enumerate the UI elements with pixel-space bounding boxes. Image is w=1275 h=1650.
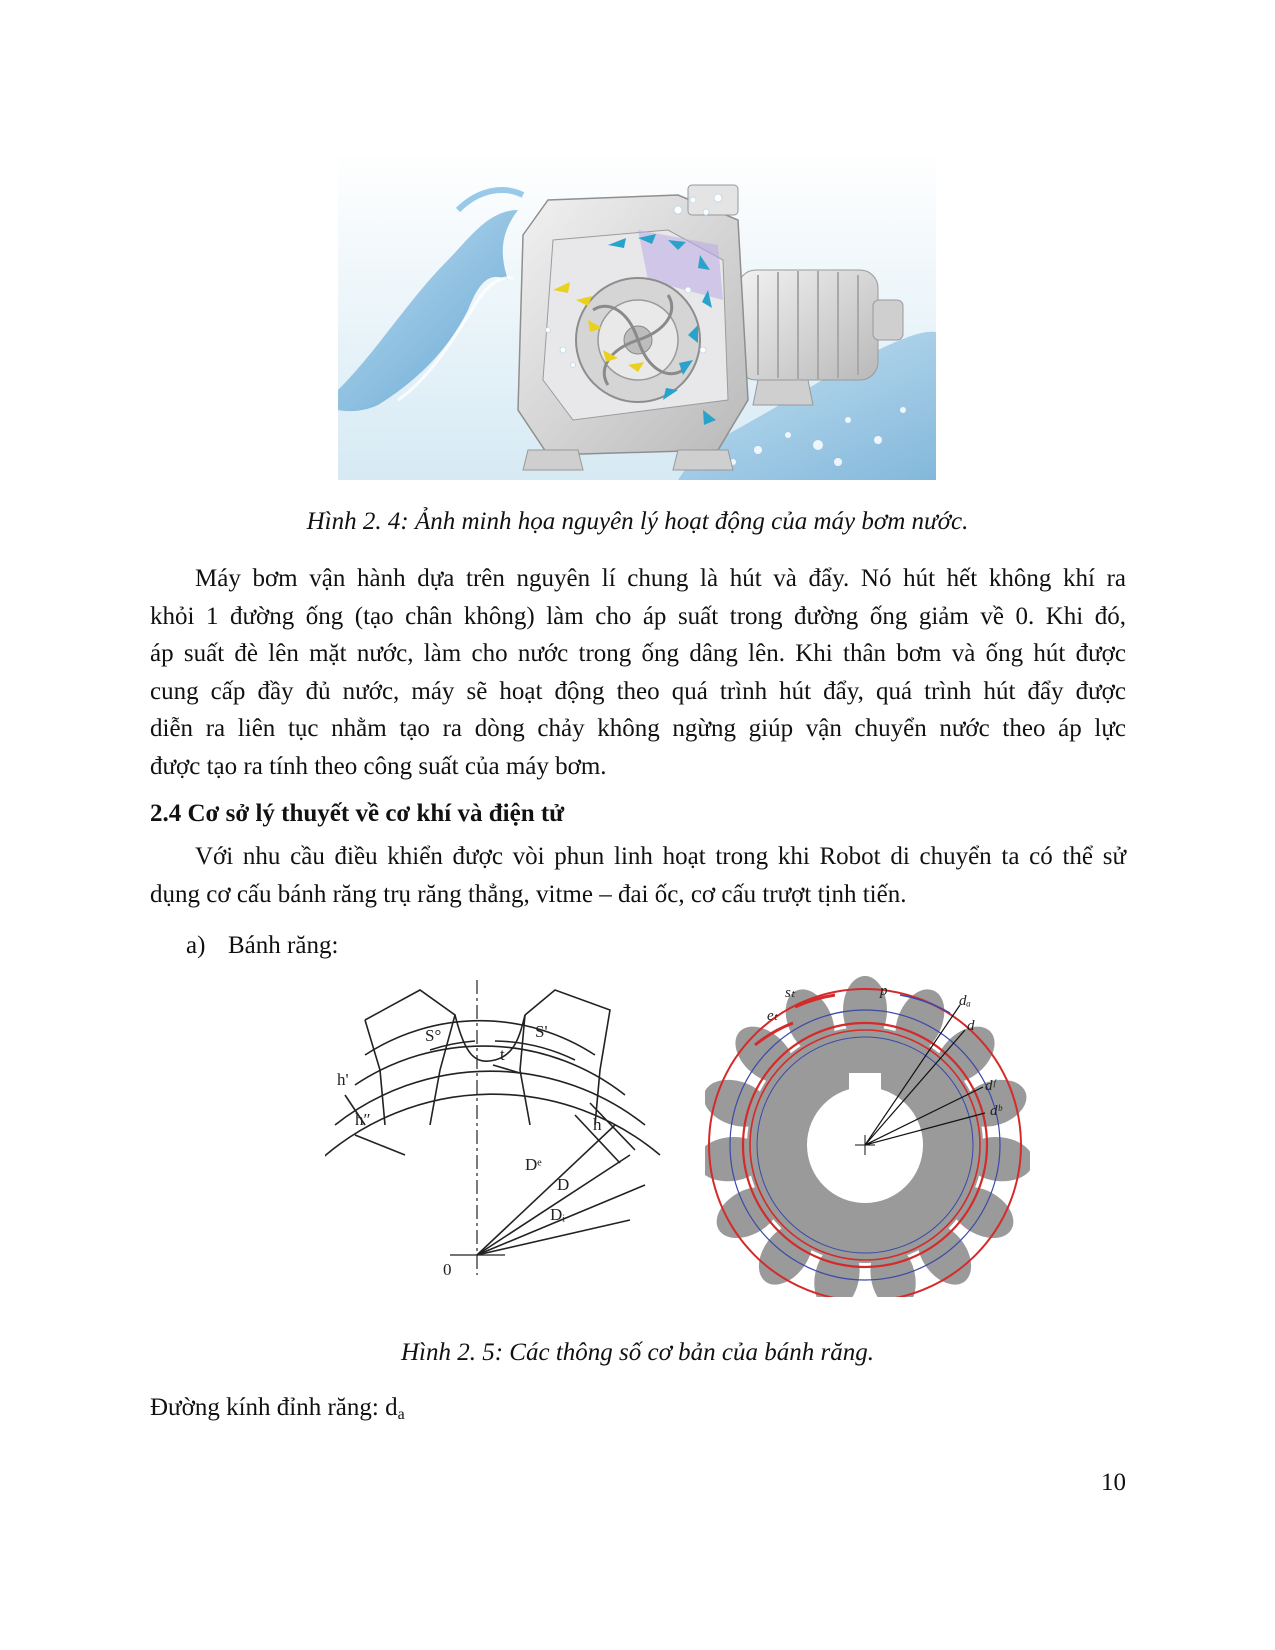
label-d-pitch: d bbox=[967, 1018, 975, 1034]
tip-diameter-text: Đường kính đỉnh răng: d bbox=[150, 1394, 398, 1421]
paragraph-line: Máy bơm vận hành dựa trên nguyên lí chung là hút và đẩy. Nó hút hết không khí ra bbox=[195, 565, 1126, 592]
label-et: eₜ bbox=[767, 1008, 779, 1024]
paragraph-mechanism bbox=[150, 838, 1126, 913]
list-item-text: Bánh răng: bbox=[228, 932, 339, 959]
paragraph-line: diễn ra liên tục nhằm tạo ra dòng chảy không ngừng giúp vận chuyển nước theo áp lực bbox=[150, 715, 1126, 742]
label-di: Dᵢ bbox=[550, 1205, 566, 1224]
label-db: dᵇ bbox=[990, 1103, 1002, 1119]
paragraph-line: khỏi 1 đường ống (tạo chân không) làm cho áp suất trong đường ống giảm về 0. Khi đó, bbox=[150, 602, 1126, 630]
list-item-gear bbox=[186, 930, 338, 962]
tip-diameter-subscript: a bbox=[397, 1406, 405, 1423]
paragraph-line: áp suất đè lên mặt nước, làm cho nước trong ống dâng lên. Khi thân bơm và ống hút được bbox=[150, 640, 1126, 667]
label-da: dₐ bbox=[959, 993, 971, 1009]
label-t: t bbox=[500, 1045, 505, 1064]
list-marker: a) bbox=[186, 932, 206, 959]
page-number: 10 bbox=[1101, 1469, 1126, 1496]
label-h-double: h″ bbox=[355, 1110, 371, 1129]
tip-diameter-line bbox=[150, 1392, 405, 1431]
spur-gear-diagram bbox=[705, 975, 1030, 1297]
label-st: sₜ bbox=[785, 985, 796, 1001]
paragraph-line: cung cấp đầy đủ nước, máy sẽ hoạt động theo quá trình hút đẩy, quá trình hút đẩy được bbox=[150, 677, 1126, 705]
label-h-prime: h' bbox=[337, 1070, 349, 1089]
label-de: Dᵉ bbox=[525, 1155, 542, 1174]
paragraph-pump-principle bbox=[150, 560, 1126, 785]
figure-2-4-caption: Hình 2. 4: Ảnh minh họa nguyên lý hoạt động của máy bơm nước. bbox=[306, 508, 969, 535]
paragraph-line: được tạo ra tính theo công suất của máy bơm. bbox=[150, 752, 607, 780]
gear-tooth-diagram bbox=[325, 975, 685, 1297]
figure-2-5-caption: Hình 2. 5: Các thông số cơ bản của bánh răng. bbox=[400, 1339, 875, 1366]
paragraph-line: dụng cơ cấu bánh răng trụ răng thẳng, vitme – đai ốc, cơ cấu trượt tịnh tiến. bbox=[150, 880, 907, 908]
label-s-right: S' bbox=[535, 1022, 548, 1041]
label-p: p bbox=[880, 983, 888, 999]
label-d: D bbox=[557, 1175, 570, 1194]
label-origin: 0 bbox=[443, 1260, 452, 1279]
section-heading: 2.4 Cơ sở lý thuyết về cơ khí và điện tử bbox=[150, 800, 565, 827]
paragraph-line: Với nhu cầu điều khiển được vòi phun linh hoạt trong khi Robot di chuyển ta có thể sử bbox=[195, 843, 1126, 870]
pump-illustration bbox=[338, 150, 936, 480]
label-df: dᶠ bbox=[985, 1078, 996, 1094]
label-h: h bbox=[593, 1115, 602, 1134]
label-s-top: S° bbox=[425, 1026, 442, 1045]
